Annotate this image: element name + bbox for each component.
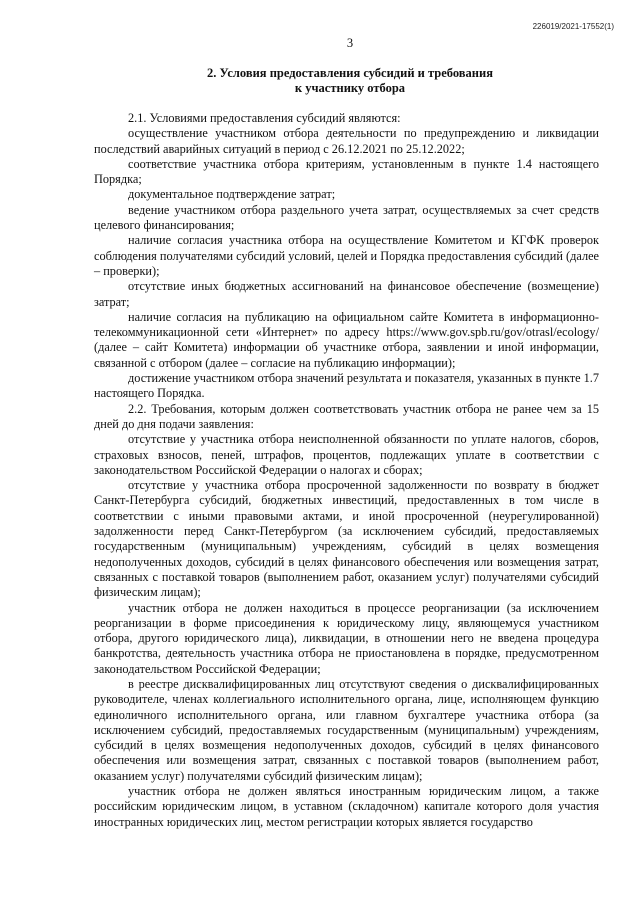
section-title-line-2: к участнику отбора [294,81,406,95]
page-number: 3 [346,36,354,50]
paragraph-condition-criteria: соответствие участника отбора критериям, установленным в пункте 1.4 настоящего Порядка; [94,156,599,187]
section-title-line-1: 2. Условия предоставления субсидий и требования [207,66,493,80]
paragraph-condition-results: достижение участником отбора значений результата и показателя, указанных в пункте 1.7 настоящего Порядка. [94,371,599,401]
paragraph-req-disqualified-registry: в реестре дисквалифицированных лиц отсутствуют сведения о дисквалифицированных руководителе, членах коллегиального исполнительного органа, лице, исполняющем функцию единоличного исполнительного органа, или главном бухгалтере участника отбора (за исключением субсидий, предоставляемых государственным (муниципальным) учреждениям, субсидий в целях возмещения недополученных доходов, субсидий в целях финансового обеспечения или возмещения затрат, связанных с поставкой товаров (выполнением работ, оказанием услуг) получателями субсидий физическим лицам); [94,676,599,783]
document-number: 226019/2021-17552(1) [532,22,614,31]
paragraph-condition-publication-consent: наличие согласия на публикацию на официальном сайте Комитета в информационно-телекоммуникационной сети «Интернет» по адресу https://www.gov.spb.ru/gov/otrasl/ecology/ (далее – сайт Комитета) информации об участнике отбора, заявлении и иной информации, связанной с отбором (далее – согласие на публикацию информации); [94,309,599,370]
paragraph-condition-activity: осуществление участником отбора деятельности по предупреждению и ликвидации последствий аварийных ситуаций в период с 26.12.2021 по 25.12.2022; [94,126,599,156]
paragraph-condition-documents: документальное подтверждение затрат; [128,187,336,202]
paragraph-condition-no-other-funding: отсутствие иных бюджетных ассигнований на финансовое обеспечение (возмещение) затрат; [94,279,599,309]
section-heading [0,66,640,96]
paragraph-condition-accounting: ведение участником отбора раздельного учета затрат, осуществляемых за счет средств целевого финансирования; [94,202,599,233]
document-body [94,111,599,830]
paragraph-2-2-intro: 2.2. Требования, которым должен соответствовать участник отбора не ранее чем за 15 дней до дня подачи заявления: [94,401,599,431]
paragraph-2-1-intro: 2.1. Условиями предоставления субсидий являются: [128,111,401,125]
paragraph-req-no-tax-debt: отсутствие у участника отбора неисполненной обязанности по уплате налогов, сборов, страховых взносов, пеней, штрафов, процентов, подлежащих уплате в соответствии с законодательством Российской Федерации о налогах и сборах; [94,432,599,477]
paragraph-condition-inspections: наличие согласия участника отбора на осуществление Комитетом и КГФК проверок соблюдения получателями субсидий условий, целей и Порядка предоставления субсидий (далее – проверки); [94,233,599,278]
paragraph-req-not-foreign-entity: участник отбора не должен являться иностранным юридическим лицом, а также российским юридическим лицом, в уставном (складочном) капитале которого доля участия иностранных юридических лиц, местом регистрации которых является государство [94,784,599,829]
paragraph-req-no-reorganization: участник отбора не должен находиться в процессе реорганизации (за исключением реорганизации в форме присоединения к юридическому лицу, являющемуся участником отбора, другого юридического лица), ликвидации, в отношении него не введена процедура банкротства, деятельность участника отбора не приостановлена в порядке, предусмотренном законодательством Российской Федерации; [94,600,599,676]
paragraph-req-no-overdue-debt: отсутствие у участника отбора просроченной задолженности по возврату в бюджет Санкт-Петербурга субсидий, бюджетных инвестиций, предоставленных в том числе в соответствии с иными правовыми актами, и иной просроченной (неурегулированной) задолженности перед Санкт-Петербургом (за исключением субсидий, предоставляемых государственным (муниципальным) учреждениям, субсидий в целях возмещения недополученных доходов, субсидий в целях финансового обеспечения или возмещения затрат, связанных с поставкой товаров (выполнением работ, оказанием услуг) получателями субсидий физическим лицам); [94,478,599,600]
